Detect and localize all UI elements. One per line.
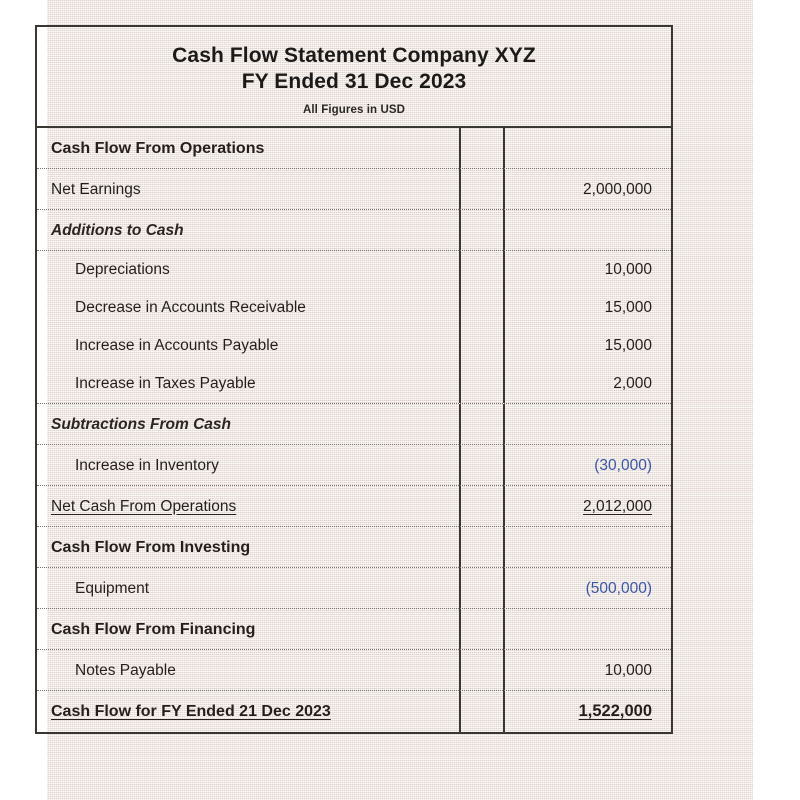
table-row xyxy=(37,568,671,609)
row-spacer-cell xyxy=(461,486,505,527)
row-value xyxy=(505,404,671,445)
table-row xyxy=(37,128,671,169)
table-row xyxy=(37,169,671,210)
row-value-text: 10,000 xyxy=(604,661,652,679)
statement-rows xyxy=(37,128,671,732)
row-spacer-cell xyxy=(461,327,505,365)
table-row xyxy=(37,251,671,289)
row-value-text: 2,000,000 xyxy=(583,180,652,198)
row-label xyxy=(37,251,461,289)
table-row xyxy=(37,650,671,691)
row-label-text: Increase in Accounts Payable xyxy=(75,337,279,355)
row-spacer-cell xyxy=(461,289,505,327)
table-row xyxy=(37,486,671,527)
row-label-text: Cash Flow From Operations xyxy=(51,139,265,157)
row-value-text: 15,000 xyxy=(604,337,652,355)
row-label-text: Increase in Taxes Payable xyxy=(75,375,256,393)
row-value-text: 1,522,000 xyxy=(578,702,652,721)
row-label xyxy=(37,691,461,732)
row-label xyxy=(37,650,461,691)
row-value xyxy=(505,210,671,251)
row-value-text: 15,000 xyxy=(604,299,652,317)
row-value-text: 2,012,000 xyxy=(583,497,652,515)
row-value xyxy=(505,650,671,691)
row-label-text: Net Earnings xyxy=(51,180,141,198)
row-value-text: (500,000) xyxy=(585,579,652,597)
title-line-1: Cash Flow Statement Company XYZ xyxy=(172,44,536,67)
table-row xyxy=(37,210,671,251)
row-label xyxy=(37,445,461,486)
row-label-text: Equipment xyxy=(75,579,150,597)
row-spacer-cell xyxy=(461,691,505,732)
row-value xyxy=(505,445,671,486)
row-value xyxy=(505,486,671,527)
row-value xyxy=(505,327,671,365)
table-row xyxy=(37,289,671,327)
row-label-text: Additions to Cash xyxy=(51,221,184,239)
row-value xyxy=(505,609,671,650)
table-row xyxy=(37,691,671,732)
currency-note: All Figures in USD xyxy=(302,104,406,117)
row-label xyxy=(37,169,461,210)
row-spacer-cell xyxy=(461,169,505,210)
table-row xyxy=(37,327,671,365)
row-value xyxy=(505,365,671,403)
row-label xyxy=(37,404,461,445)
cash-flow-statement xyxy=(35,25,673,734)
row-spacer-cell xyxy=(461,251,505,289)
row-label-text: Increase in Inventory xyxy=(75,456,219,474)
row-label xyxy=(37,568,461,609)
row-label xyxy=(37,289,461,327)
row-value xyxy=(505,251,671,289)
row-value-text: 2,000 xyxy=(613,375,652,393)
row-value xyxy=(505,568,671,609)
row-spacer-cell xyxy=(461,609,505,650)
row-spacer-cell xyxy=(461,527,505,568)
row-spacer-cell xyxy=(461,568,505,609)
row-value-text: (30,000) xyxy=(594,456,652,474)
row-label-text: Net Cash From Operations xyxy=(51,497,237,515)
row-value-text: 10,000 xyxy=(604,261,652,279)
table-row xyxy=(37,365,671,403)
row-label xyxy=(37,486,461,527)
row-spacer-cell xyxy=(461,210,505,251)
row-value xyxy=(505,289,671,327)
table-row xyxy=(37,609,671,650)
row-value xyxy=(505,169,671,210)
title-line-2: FY Ended 31 Dec 2023 xyxy=(241,70,467,94)
row-label-text: Cash Flow From Investing xyxy=(51,538,251,556)
row-spacer-cell xyxy=(461,128,505,169)
row-label-text: Depreciations xyxy=(75,261,170,279)
row-label xyxy=(37,527,461,568)
table-row xyxy=(37,445,671,486)
row-group xyxy=(37,251,671,404)
row-label-text: Notes Payable xyxy=(75,661,176,679)
page-title xyxy=(47,43,661,95)
row-label-text: Decrease in Accounts Receivable xyxy=(75,299,306,317)
row-label-text: Subtractions From Cash xyxy=(51,415,231,433)
row-spacer-cell xyxy=(461,365,505,403)
row-label-text: Cash Flow From Financing xyxy=(51,620,256,638)
row-label xyxy=(37,365,461,403)
row-label xyxy=(37,609,461,650)
row-spacer-cell xyxy=(461,404,505,445)
statement-header xyxy=(37,27,671,128)
table-row xyxy=(37,404,671,445)
row-spacer-cell xyxy=(461,445,505,486)
row-value xyxy=(505,527,671,568)
row-spacer-cell xyxy=(461,650,505,691)
row-value xyxy=(505,691,671,732)
row-label xyxy=(37,327,461,365)
row-label xyxy=(37,210,461,251)
table-row xyxy=(37,527,671,568)
row-label xyxy=(37,128,461,169)
row-value xyxy=(505,128,671,169)
row-label-text: Cash Flow for FY Ended 21 Dec 2023 xyxy=(51,702,331,720)
